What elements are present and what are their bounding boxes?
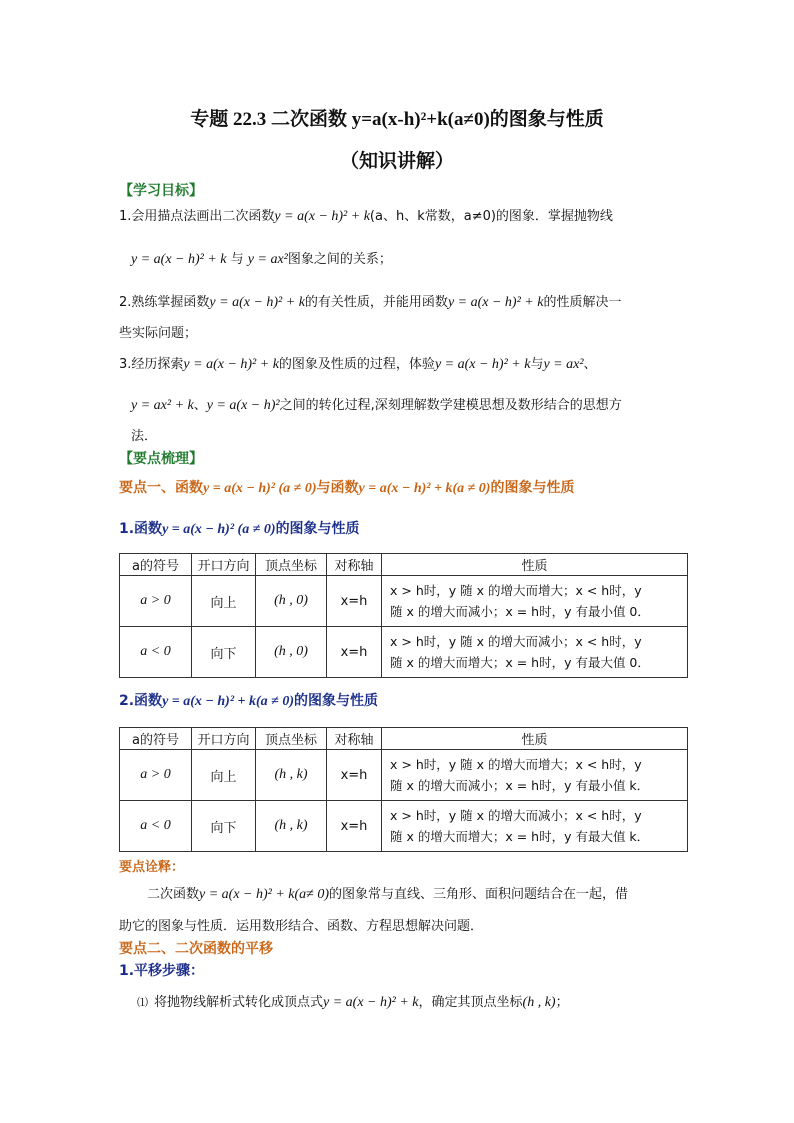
goal-text: 的有关性质，并能用函数 (304, 295, 448, 310)
heading-text: 的图象与性质 (490, 480, 575, 496)
subheading-2 (119, 690, 378, 710)
prop-line: 随 x 的增大而减小；x = h时，y 有最小值 k． (390, 778, 650, 793)
goal-text: 、 (583, 357, 597, 372)
points-heading: 【要点梳理】 (119, 451, 203, 467)
header-properties: 性质 (382, 728, 688, 750)
goal-text: 3.经历探索 (119, 357, 184, 372)
cell-direction: 向下 (192, 627, 256, 678)
note-line-2: 助它的图象与性质．运用数形结合、函数、方程思想解决问题． (119, 919, 484, 934)
prop-line: 随 x 的增大而减小；x = h时，y 有最小值 0． (390, 604, 650, 619)
cell-sign: a > 0 (120, 750, 192, 801)
formula: (h , k) (522, 995, 556, 1010)
goal-text: 1.会用描点法画出二次函数 (119, 209, 275, 224)
header-sign: a的符号 (120, 728, 192, 750)
formula: y = a(x − h)² + k(a ≠ 0) (162, 694, 295, 709)
formula: y = ax² (247, 252, 288, 267)
table-header-row (120, 554, 688, 576)
prop-line: x > h时，y 随 x 的增大而减小；x < h时，y (390, 808, 642, 823)
formula: y = ax² + k (131, 398, 194, 413)
table-row (120, 627, 688, 678)
cell-properties (382, 627, 688, 678)
note-text: 二次函数 (147, 887, 200, 902)
heading-text: 1.函数 (119, 521, 163, 537)
heading-text: 与函数 (316, 480, 359, 496)
cell-sign: a < 0 (120, 627, 192, 678)
step-text: ，确定其顶点坐标 (418, 995, 523, 1010)
goal-text: 图象之间的关系； (287, 252, 392, 267)
translation-step-1 (137, 991, 569, 1011)
cell-direction: 向上 (192, 576, 256, 627)
formula: y = a(x − h)² + k (209, 295, 305, 310)
goal-text: 、 (193, 398, 207, 413)
cell-axis: x=h (327, 627, 382, 678)
cell-sign: a < 0 (120, 801, 192, 852)
cell-vertex: (h , k) (256, 750, 327, 801)
goal-text: 与 (226, 252, 248, 267)
goal-text: 与 (530, 357, 544, 372)
header-properties: 性质 (382, 554, 688, 576)
cell-properties (382, 576, 688, 627)
note-line-1 (147, 885, 628, 905)
cell-direction: 向上 (192, 750, 256, 801)
cell-vertex: (h , k) (256, 801, 327, 852)
formula: y = a(x − h)² (206, 398, 280, 413)
formula: y = a(x − h)² + k (183, 357, 279, 372)
formula: y = a(x − h)² + k (447, 295, 544, 310)
goals-heading: 【学习目标】 (119, 183, 203, 199)
prop-line: x > h时，y 随 x 的增大而减小；x < h时，y (390, 634, 642, 649)
formula: y = a(x − h)² (a ≠ 0) (203, 481, 317, 496)
formula: y = a(x − h)² + k(a ≠ 0) (358, 481, 491, 496)
header-axis: 对称轴 (327, 554, 382, 576)
table-row (120, 576, 688, 627)
point-two-heading: 要点二、二次函数的平移 (119, 941, 273, 957)
heading-text: 要点一、函数 (119, 480, 203, 496)
formula: y = a(x − h)² (a ≠ 0) (162, 522, 276, 537)
table-row (120, 801, 688, 852)
step-text: ； (555, 995, 569, 1010)
goal-line-4: 些实际问题； (119, 326, 198, 341)
header-sign: a的符号 (120, 554, 192, 576)
formula: y = a(x − h)² + k (131, 252, 227, 267)
prop-line: x > h时，y 随 x 的增大而增大；x < h时，y (390, 757, 642, 772)
heading-text: 2.函数 (119, 693, 163, 709)
cell-axis: x=h (327, 750, 382, 801)
goal-text: (a、h、k常数，a≠0)的图象．掌握抛物线 (369, 209, 613, 224)
table-row (120, 750, 688, 801)
prop-line: x > h时，y 随 x 的增大而增大；x < h时，y (390, 583, 642, 598)
cell-vertex: (h , 0) (256, 576, 327, 627)
properties-table-2 (119, 727, 688, 852)
note-text: 的图象常与直线、三角形、面积问题结合在一起，借 (329, 887, 629, 902)
goal-text: 的图象及性质的过程，体验 (278, 357, 435, 372)
page-title: 专题 22.3 二次函数 y=a(x-h)²+k(a≠0)的图象与性质 (190, 109, 604, 130)
heading-text: 的图象与性质 (294, 693, 379, 709)
goal-line-6 (131, 396, 622, 416)
step-text: 将抛物线解析式转化成顶点式 (154, 995, 324, 1010)
header-vertex: 顶点坐标 (256, 728, 327, 750)
formula: y = a(x − h)² + k(a≠ 0) (199, 887, 330, 902)
properties-table-1 (119, 553, 688, 678)
step-number: ⑴ (137, 996, 148, 1009)
cell-properties (382, 750, 688, 801)
goal-text: 2.熟练掌握函数 (119, 295, 210, 310)
cell-axis: x=h (327, 801, 382, 852)
note-heading: 要点诠释： (119, 860, 185, 875)
header-direction: 开口方向 (192, 554, 256, 576)
prop-line: 随 x 的增大而增大；x = h时，y 有最大值 k． (390, 829, 650, 844)
cell-properties (382, 801, 688, 852)
cell-sign: a > 0 (120, 576, 192, 627)
goal-text: 的性质解决一 (543, 295, 622, 310)
header-direction: 开口方向 (192, 728, 256, 750)
goal-text: 之间的转化过程,深刻理解数学建模思想及数形结合的思想方 (279, 398, 622, 413)
table-header-row (120, 728, 688, 750)
cell-vertex: (h , 0) (256, 627, 327, 678)
formula: y = a(x − h)² + k (434, 357, 531, 372)
prop-line: 随 x 的增大而增大；x = h时，y 有最大值 0． (390, 655, 650, 670)
goal-line-2 (131, 250, 392, 270)
heading-text: 的图象与性质 (275, 521, 360, 537)
subheading-1 (119, 518, 360, 538)
formula: y = ax² (543, 357, 584, 372)
translation-steps-heading: 1.平移步骤： (119, 963, 205, 979)
formula: y = a(x − h)² + k (323, 995, 419, 1010)
cell-axis: x=h (327, 576, 382, 627)
header-axis: 对称轴 (327, 728, 382, 750)
header-vertex: 顶点坐标 (256, 554, 327, 576)
goal-line-7: 法． (131, 429, 158, 444)
point-one-heading (119, 477, 574, 497)
page-subtitle: （知识讲解） (339, 151, 454, 172)
formula: y = a(x − h)² + k (274, 209, 370, 224)
goal-line-5 (119, 355, 597, 375)
cell-direction: 向下 (192, 801, 256, 852)
goal-line-1 (119, 207, 613, 227)
goal-line-3 (119, 293, 621, 313)
